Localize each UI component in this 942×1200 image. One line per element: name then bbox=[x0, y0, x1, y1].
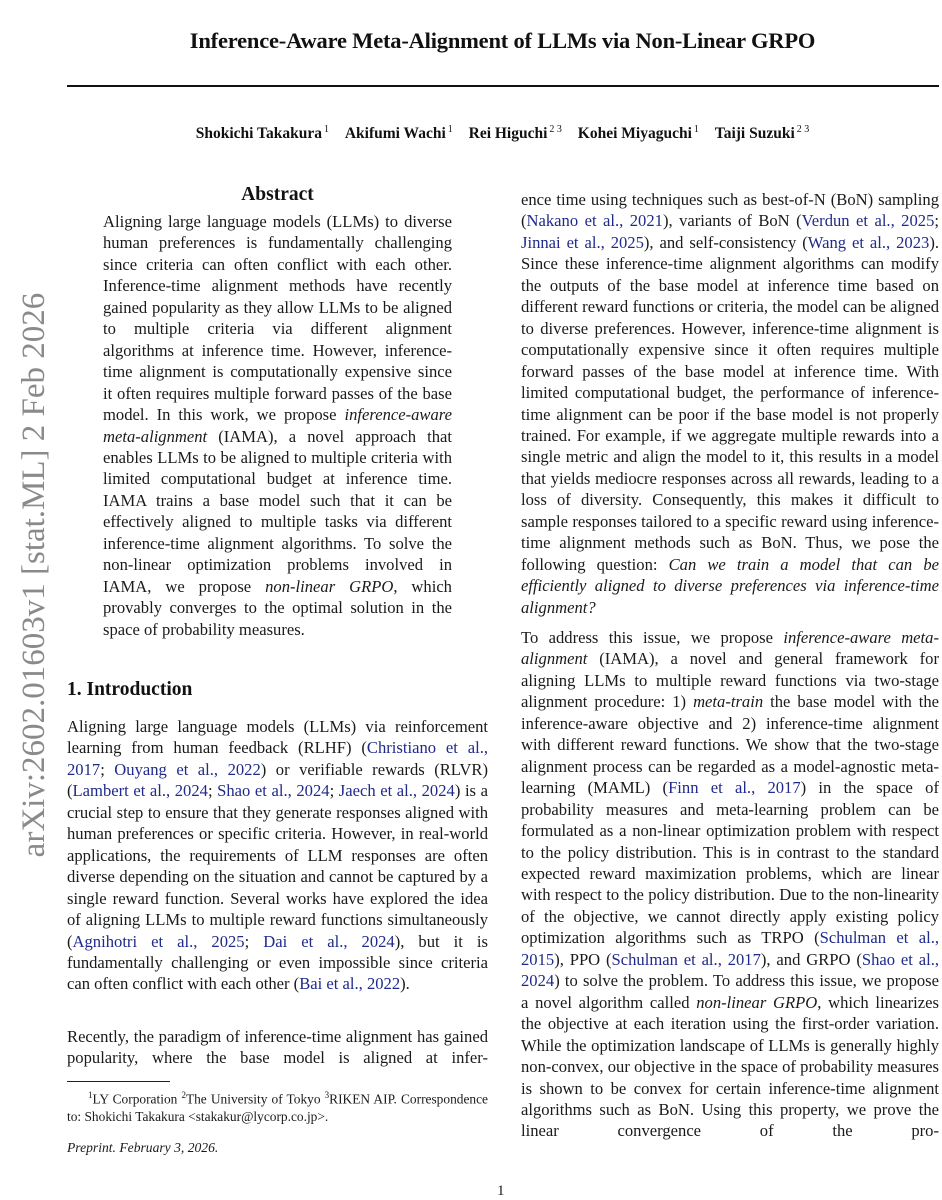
intro-paragraph-3: To address this issue, we propose inference-aware meta-alignment (IAMA), a novel and general framework for aligning LLMs to multiple reward functions via two-stage alignment procedure: 1) meta-train the base model with the inference-aware objective and 2) inference-time alignment with different reward functions. We show that the two-stage alignment process can be regarded as a model-agnostic meta-learning (MAML) (Finn et al., 2017) in the space of probability measures and meta-learning problem can be formulated as a non-linear optimization problem with respect to the policy distribution. This is in contrast to the standard expected reward maximization problems, which are linear with respect to the policy distribution. Due to the non-linearity of the objective, we cannot directly apply existing policy optimization algorithms such as TRPO (Schulman et al., 2015), PPO (Schulman et al., 2017), and GRPO (Shao et al., 2024) to solve the problem. To address this issue, we propose a novel algorithm called non-linear GRPO, which linearizes the objective at each iteration using the first-order variation. While the optimization landscape of LLMs is generally highly non-convex, our objective in the space of probability measures is shown to be convex for certain inference-time alignment algorithms such as BoN. Using this property, we prove the linear convergence of the pro- bbox=[521, 628, 940, 1141]
author: Akifumi Wachi $^1$ bbox=[344, 124, 453, 143]
affiliation-marker: 1 bbox=[447, 124, 453, 135]
author: Shokichi Takakura $^1$ bbox=[195, 124, 329, 143]
abstract-body: Aligning large language models (LLMs) to diverse human preferences is fundamentally challenging since criteria can often conflict with each other. Inference-time alignment methods have recently gained popularity as they allow LLMs to be aligned to multiple criteria via different alignment algorithms at inference time. However, inference-time alignment is computationally expensive since it often requires multiple forward passes of the base model. In this work, we propose inference-aware meta-alignment (IAMA), a novel approach that enables LLMs to be aligned to multiple criteria with limited computational budget at inference time. IAMA trains a base model such that it can be effectively aligned to multiple tasks via different inference-time alignment algorithms. To solve the non-linear optimization problems involved in IAMA, we propose non-linear GRPO, which provably converges to the optimal solution in the space of probability measures. bbox=[103, 212, 452, 639]
intro-paragraph-1: Aligning large language models (LLMs) via reinforcement learning from human feedback (RLHF) (Christiano et al., 2017; Ouyang et al., 2022) or verifiable rewards (RLVR) (Lambert et al., 2024; Shao et al., 2024; Jaech et al., 2024) is a crucial step to ensure that they generate responses aligned with human preferences or specific criteria. However, in real-world applications, the requirements of LLM responses are often diverse depending on the situation and cannot be captured by a single reward function. Several works have explored the idea of aligning LLMs to multiple reward functions simultaneously (Agnihotri et al., 2025; Dai et al., 2024), but it is fundamentally challenging or even impossible since criteria can often conflict with each other (Bai et al., 2022). bbox=[67, 717, 488, 994]
title-rule bbox=[67, 85, 939, 87]
preprint-note: Preprint. February 3, 2026. bbox=[67, 1140, 219, 1155]
author: Rei Higuchi $^{2 3}$ bbox=[468, 124, 562, 143]
citation-link[interactable]: Bai et al., 2022 bbox=[299, 974, 401, 994]
paper-title: Inference-Aware Meta-Alignment of LLMs via Non-Linear GRPO bbox=[189, 28, 816, 53]
emphasis: Can we train a model that can be efficiently aligned to diverse preferences via inference-time alignment? bbox=[521, 554, 939, 617]
citation-link[interactable]: Agnihotri et al., 2025 bbox=[72, 931, 245, 951]
arxiv-identifier-stamp: arXiv:2602.01603v1 [stat.ML] 2 Feb 2026 bbox=[16, 292, 52, 858]
citation-link[interactable]: Dai et al., 2024 bbox=[263, 931, 395, 951]
footnote-marker: 2 bbox=[181, 1090, 186, 1100]
affiliation-marker: 2 3 bbox=[796, 124, 810, 135]
footnote-marker: 1 bbox=[88, 1090, 93, 1100]
citation-link[interactable]: Lambert et al., 2024 bbox=[72, 781, 208, 801]
citation-link[interactable]: Verdun et al., 2025 bbox=[801, 211, 935, 231]
citation-link[interactable]: Wang et al., 2023 bbox=[807, 232, 930, 252]
citation-link[interactable]: Christiano et al., 2017 bbox=[67, 738, 488, 779]
emphasis: non-linear GRPO bbox=[696, 992, 818, 1012]
emphasis: inference-aware meta-alignment bbox=[103, 405, 452, 446]
affiliation-marker: 1 bbox=[323, 124, 329, 135]
citation-link[interactable]: Nakano et al., 2021 bbox=[526, 211, 663, 231]
author: Kohei Miyaguchi $^1$ bbox=[577, 124, 699, 143]
author-list bbox=[0, 124, 942, 143]
section-heading-introduction: 1. Introduction bbox=[67, 679, 193, 700]
citation-link[interactable]: Ouyang et al., 2022 bbox=[114, 759, 261, 779]
emphasis: non-linear GRPO bbox=[265, 576, 394, 596]
intro-paragraph-2-continued: ence time using techniques such as best-of-N (BoN) sampling (Nakano et al., 2021), variants of BoN (Verdun et al., 2025; Jinnai et al., 2025), and self-consistency (Wang et al., 2023). Since these inference-time alignment algorithms can modify the outputs of the base model at inference time based on different reward functions or criteria, the model can be aligned to diverse preferences. However, inference-time alignment is computationally expensive since it often requires multiple forward passes of the base model at inference time. With limited computational budget, the performance of inference-time alignment can be poor if the base model is not properly trained. For example, if we aggregate multiple rewards into a single metric and align the model to it, this results in a model that yields mediocre responses across all rewards, leading to a loss of diversity. Consequently, this makes it difficult to sample responses tailored to a specific reward using inference-time alignment methods such as BoN. Thus, we pose the following question: Can we train a model that can be efficiently aligned to diverse preferences via inference-time alignment? bbox=[521, 190, 939, 617]
affiliation-marker: 2 3 bbox=[549, 124, 562, 135]
emphasis: inference-aware meta-alignment bbox=[521, 628, 939, 669]
footnote-rule bbox=[67, 1081, 170, 1082]
citation-link[interactable]: Finn et al., 2017 bbox=[668, 778, 801, 798]
author: Taiji Suzuki $^{2 3}$ bbox=[714, 124, 810, 143]
footnote-marker: 3 bbox=[324, 1090, 330, 1100]
affiliations-footnote: $^1$LY Corporation $^2$The University of Tokyo $^3$RIKEN AIP. Correspondence to: Shokichi Takakura <stakakur@lycorp.co.jp>. bbox=[67, 1090, 488, 1125]
affiliation-marker: 1 bbox=[693, 124, 699, 135]
abstract-heading: Abstract bbox=[241, 184, 314, 205]
citation-link[interactable]: Jinnai et al., 2025 bbox=[521, 232, 644, 252]
citation-link[interactable]: Shao et al., 2024 bbox=[521, 949, 939, 991]
citation-link[interactable]: Jaech et al., 2024 bbox=[338, 781, 455, 801]
citation-link[interactable]: Shao et al., 2024 bbox=[217, 781, 330, 801]
page-number: 1 bbox=[497, 1183, 505, 1199]
intro-paragraph-2: Recently, the paradigm of inference-time alignment has gained popularity, where the base model is aligned at infer- bbox=[67, 1027, 488, 1068]
citation-link[interactable]: Schulman et al., 2015 bbox=[521, 928, 939, 969]
citation-link[interactable]: Schulman et al., 2017 bbox=[611, 949, 761, 969]
emphasis: meta-train bbox=[693, 692, 764, 712]
